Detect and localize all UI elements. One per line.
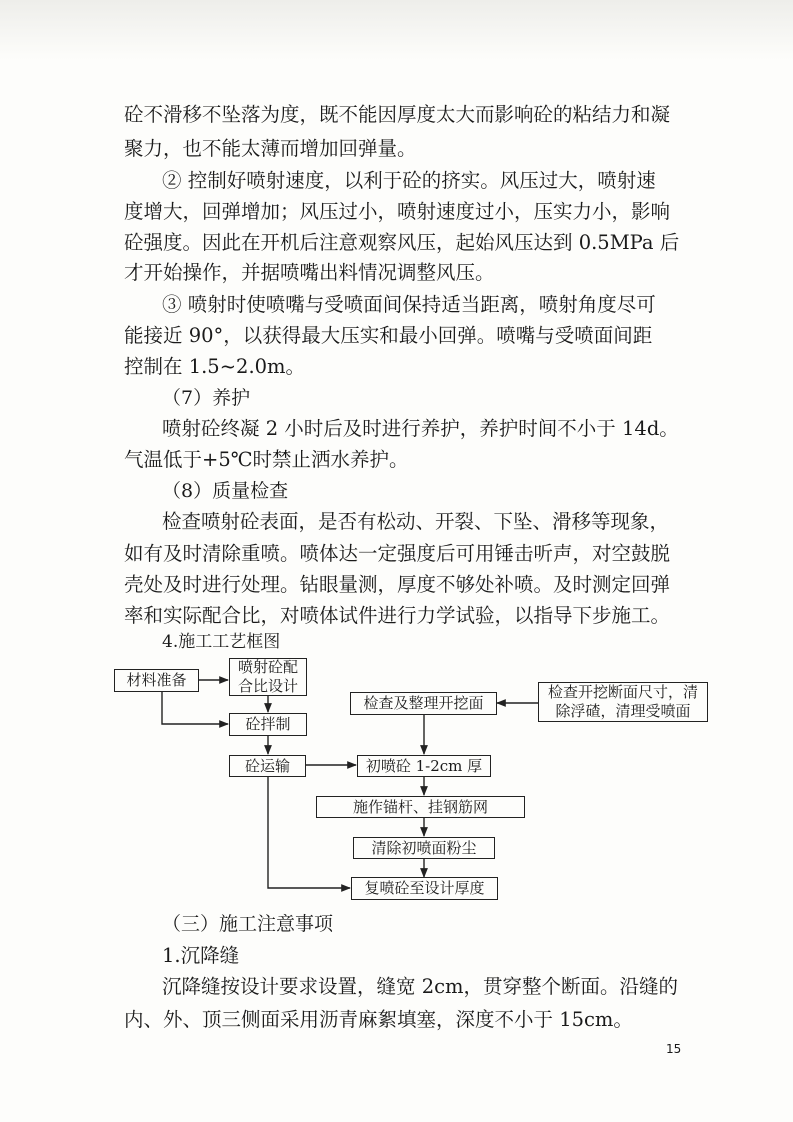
flowchart-node-materials xyxy=(114,669,199,692)
flowchart-node-bolts-mesh xyxy=(316,796,525,818)
flowchart-node-inspect-excavation xyxy=(350,692,497,715)
section-heading-quality: （8）质量检查 xyxy=(162,480,289,502)
flowchart-node-mix-design xyxy=(229,658,307,696)
paragraph-line: 控制在 1.5~2.0m。 xyxy=(124,355,306,378)
node-label: 检查开挖断面尺寸，清 xyxy=(547,683,698,701)
node-label: 施作锚杆、挂钢筋网 xyxy=(352,797,488,816)
paragraph-line: 才开始操作，并据喷嘴出料情况调整风压。 xyxy=(124,261,495,284)
paragraph-line: 聚力，也不能太薄而增加回弹量。 xyxy=(124,137,417,160)
paragraph-line: 沉降缝按设计要求设置，缝宽 2cm，贯穿整个断面。沿缝的 xyxy=(162,975,679,998)
page-number: 15 xyxy=(666,1042,682,1056)
paragraph-line: 能接近 90°，以获得最大压实和最小回弹。喷嘴与受喷面间距 xyxy=(124,324,653,347)
paragraph-line: 砼强度。因此在开机后注意观察风压，起始风压达到 0.5MPa 后 xyxy=(124,231,680,254)
paragraph-line: 度增大，回弹增加；风压过小，喷射速度过小，压实力小，影响 xyxy=(124,200,671,223)
flowchart-node-check-section xyxy=(538,682,708,722)
node-label: 合比设计 xyxy=(237,677,298,695)
section-heading-notes: （三）施工注意事项 xyxy=(162,913,334,935)
paragraph-line: 气温低于+5℃时禁止洒水养护。 xyxy=(124,448,409,471)
paragraph-line: 检查喷射砼表面，是否有松动、开裂、下坠、滑移等现象， xyxy=(162,510,670,533)
node-label: 复喷砼至设计厚度 xyxy=(364,879,485,897)
flowchart-node-transport xyxy=(229,755,306,777)
node-label: 检查及整理开挖面 xyxy=(363,694,484,712)
section-heading-flowchart: 4.施工工艺框图 xyxy=(162,632,281,652)
node-label: 材料准备 xyxy=(126,671,187,689)
node-label: 除浮碴，清理受喷面 xyxy=(555,702,691,720)
paragraph-line: 率和实际配合比，对喷体试件进行力学试验，以指导下步施工。 xyxy=(124,604,671,627)
paragraph-line: 喷射砼终凝 2 小时后及时进行养护，养护时间不小于 14d。 xyxy=(162,417,679,440)
node-label: 清除初喷面粉尘 xyxy=(371,838,477,857)
flowchart-node-initial-spray xyxy=(357,755,491,777)
node-label: 砼拌制 xyxy=(245,715,291,733)
flowchart-node-respray xyxy=(351,877,498,900)
paragraph-line: 如有及时清除重喷。喷体达一定强度后可用锤击听声，对空鼓脱 xyxy=(124,542,671,565)
paragraph-line: 砼不滑移不坠落为度，既不能因厚度太大而影响砼的粘结力和凝 xyxy=(124,103,671,126)
paragraph-line: ② 控制好喷射速度，以利于砼的挤实。风压过大，喷射速 xyxy=(162,169,656,192)
subsection-heading-settlement-joint: 1.沉降缝 xyxy=(162,944,240,967)
paragraph-line: 壳处及时进行处理。钻眼量测，厚度不够处补喷。及时测定回弹 xyxy=(124,573,671,596)
paragraph-line: 内、外、顶三侧面采用沥青麻絮填塞，深度不小于 15cm。 xyxy=(124,1008,633,1031)
node-label: 砼运输 xyxy=(244,756,290,775)
flowchart-node-clear-dust xyxy=(353,837,495,859)
node-label: 喷射砼配 xyxy=(237,658,298,676)
flowchart-node-mixing xyxy=(229,713,307,736)
section-heading-care: （7）养护 xyxy=(162,387,251,409)
node-label: 初喷砼 1-2cm 厚 xyxy=(365,756,483,775)
paragraph-line: ③ 喷射时使喷嘴与受喷面间保持适当距离，喷射角度尽可 xyxy=(162,293,656,316)
